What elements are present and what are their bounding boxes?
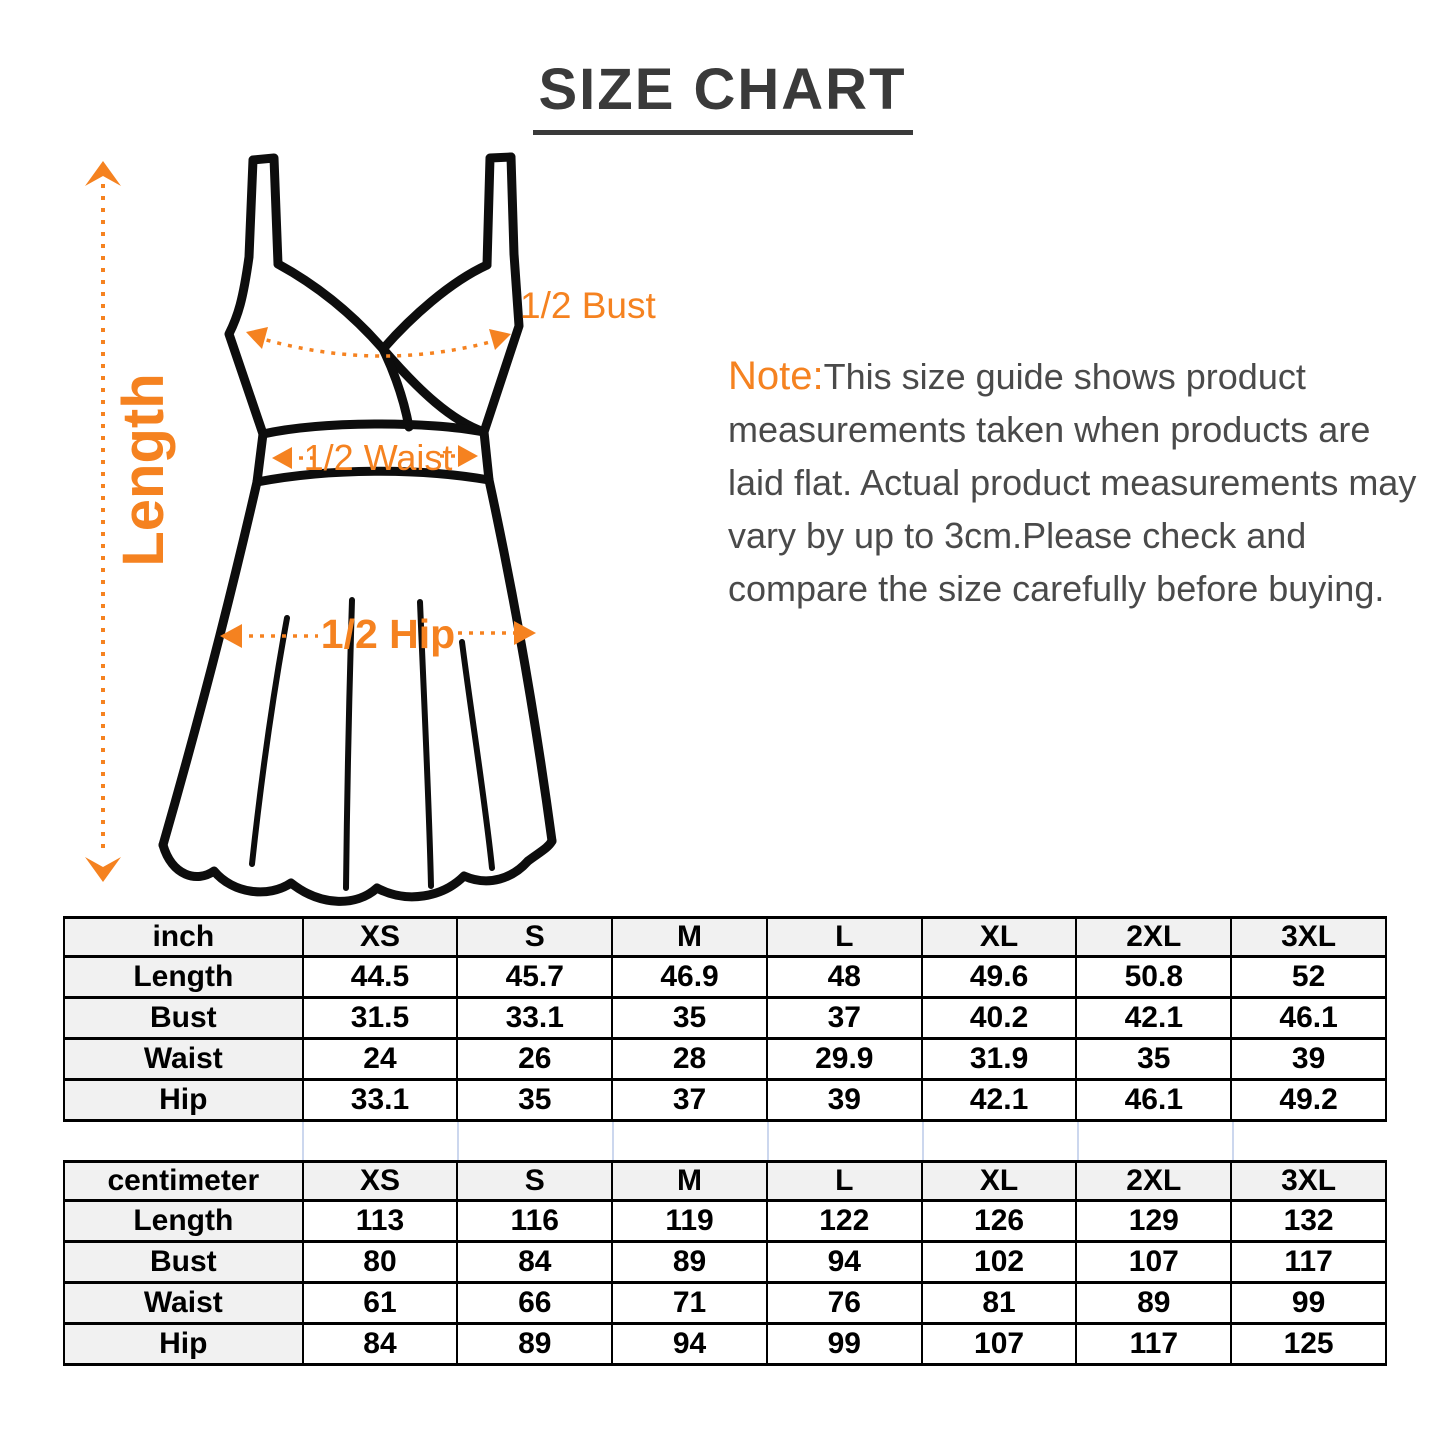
table-row xyxy=(64,1039,1386,1080)
size-value-cell: 37 xyxy=(767,998,922,1039)
note-text xyxy=(728,350,1423,615)
table-header-row xyxy=(64,1162,1386,1201)
size-value-cell: 132 xyxy=(1231,1201,1386,1242)
measurement-row-label: Hip xyxy=(64,1324,303,1365)
measurement-row-label: Length xyxy=(64,957,303,998)
gap-column-line xyxy=(302,1122,304,1160)
size-value-cell: 31.5 xyxy=(303,998,458,1039)
size-value-cell: 99 xyxy=(767,1324,922,1365)
size-value-cell: 99 xyxy=(1231,1283,1386,1324)
size-value-cell: 117 xyxy=(1231,1242,1386,1283)
table-row xyxy=(64,1201,1386,1242)
size-value-cell: 49.2 xyxy=(1231,1080,1386,1121)
size-value-cell: 37 xyxy=(612,1080,767,1121)
size-tables xyxy=(63,916,1387,1366)
size-value-cell: 45.7 xyxy=(457,957,612,998)
size-table-centimeter xyxy=(63,1160,1387,1366)
unit-header-cell: inch xyxy=(64,918,303,957)
size-value-cell: 42.1 xyxy=(1076,998,1231,1039)
size-value-cell: 31.9 xyxy=(922,1039,1077,1080)
size-column-header: 2XL xyxy=(1076,918,1231,957)
gap-column-line xyxy=(1232,1122,1234,1160)
size-value-cell: 42.1 xyxy=(922,1080,1077,1121)
size-column-header: L xyxy=(767,1162,922,1201)
size-value-cell: 24 xyxy=(303,1039,458,1080)
size-value-cell: 125 xyxy=(1231,1324,1386,1365)
size-column-header: L xyxy=(767,918,922,957)
size-column-header: XL xyxy=(922,918,1077,957)
size-value-cell: 71 xyxy=(612,1283,767,1324)
table-row xyxy=(64,1324,1386,1365)
size-value-cell: 102 xyxy=(922,1242,1077,1283)
size-column-header: XS xyxy=(303,1162,458,1201)
gap-column-line xyxy=(1077,1122,1079,1160)
note-label: Note: xyxy=(728,354,824,398)
dress-measurement-diagram xyxy=(45,140,705,920)
size-value-cell: 33.1 xyxy=(457,998,612,1039)
size-value-cell: 26 xyxy=(457,1039,612,1080)
size-value-cell: 84 xyxy=(457,1242,612,1283)
size-value-cell: 126 xyxy=(922,1201,1077,1242)
size-value-cell: 48 xyxy=(767,957,922,998)
size-value-cell: 35 xyxy=(1076,1039,1231,1080)
unit-header-cell: centimeter xyxy=(64,1162,303,1201)
size-value-cell: 29.9 xyxy=(767,1039,922,1080)
size-value-cell: 81 xyxy=(922,1283,1077,1324)
size-value-cell: 39 xyxy=(1231,1039,1386,1080)
size-value-cell: 117 xyxy=(1076,1324,1231,1365)
size-value-cell: 80 xyxy=(303,1242,458,1283)
gap-column-line xyxy=(767,1122,769,1160)
measurement-row-label: Bust xyxy=(64,998,303,1039)
page-title: SIZE CHART xyxy=(533,56,913,135)
dress-outline xyxy=(163,157,552,901)
table-row xyxy=(64,998,1386,1039)
size-column-header: M xyxy=(612,1162,767,1201)
size-column-header: M xyxy=(612,918,767,957)
size-value-cell: 89 xyxy=(1076,1283,1231,1324)
table-gap-row xyxy=(63,1122,1387,1160)
waist-label: 1/2 Waist xyxy=(303,437,453,478)
size-value-cell: 119 xyxy=(612,1201,767,1242)
measurement-row-label: Bust xyxy=(64,1242,303,1283)
size-column-header: 3XL xyxy=(1231,1162,1386,1201)
table-header-row xyxy=(64,918,1386,957)
size-value-cell: 113 xyxy=(303,1201,458,1242)
size-value-cell: 94 xyxy=(612,1324,767,1365)
size-column-header: S xyxy=(457,1162,612,1201)
measurement-row-label: Waist xyxy=(64,1039,303,1080)
size-value-cell: 84 xyxy=(303,1324,458,1365)
size-value-cell: 66 xyxy=(457,1283,612,1324)
size-value-cell: 94 xyxy=(767,1242,922,1283)
measurement-row-label: Hip xyxy=(64,1080,303,1121)
size-value-cell: 46.9 xyxy=(612,957,767,998)
size-value-cell: 39 xyxy=(767,1080,922,1121)
table-row xyxy=(64,1080,1386,1121)
size-value-cell: 46.1 xyxy=(1076,1080,1231,1121)
gap-column-line xyxy=(612,1122,614,1160)
size-value-cell: 89 xyxy=(612,1242,767,1283)
size-value-cell: 89 xyxy=(457,1324,612,1365)
note-body: This size guide shows product measurements taken when products are laid flat. Actual product measurements may vary by up to 3cm.Please check and compare the size carefully before buying. xyxy=(728,356,1417,609)
size-value-cell: 50.8 xyxy=(1076,957,1231,998)
size-value-cell: 49.6 xyxy=(922,957,1077,998)
size-value-cell: 46.1 xyxy=(1231,998,1386,1039)
size-value-cell: 40.2 xyxy=(922,998,1077,1039)
size-value-cell: 35 xyxy=(612,998,767,1039)
size-value-cell: 107 xyxy=(922,1324,1077,1365)
size-value-cell: 52 xyxy=(1231,957,1386,998)
size-value-cell: 107 xyxy=(1076,1242,1231,1283)
size-value-cell: 33.1 xyxy=(303,1080,458,1121)
measurement-row-label: Waist xyxy=(64,1283,303,1324)
size-table-inch xyxy=(63,916,1387,1122)
gap-column-line xyxy=(922,1122,924,1160)
size-value-cell: 35 xyxy=(457,1080,612,1121)
measurement-row-label: Length xyxy=(64,1201,303,1242)
gap-column-line xyxy=(457,1122,459,1160)
size-value-cell: 44.5 xyxy=(303,957,458,998)
table-row xyxy=(64,957,1386,998)
length-label: Length xyxy=(111,373,176,567)
size-column-header: S xyxy=(457,918,612,957)
hip-label: 1/2 Hip xyxy=(320,611,456,657)
size-column-header: 3XL xyxy=(1231,918,1386,957)
table-row xyxy=(64,1242,1386,1283)
size-column-header: XS xyxy=(303,918,458,957)
size-value-cell: 129 xyxy=(1076,1201,1231,1242)
table-row xyxy=(64,1283,1386,1324)
size-column-header: XL xyxy=(922,1162,1077,1201)
size-value-cell: 76 xyxy=(767,1283,922,1324)
size-value-cell: 28 xyxy=(612,1039,767,1080)
bust-label: 1/2 Bust xyxy=(520,285,656,326)
size-column-header: 2XL xyxy=(1076,1162,1231,1201)
size-value-cell: 122 xyxy=(767,1201,922,1242)
size-value-cell: 61 xyxy=(303,1283,458,1324)
size-value-cell: 116 xyxy=(457,1201,612,1242)
